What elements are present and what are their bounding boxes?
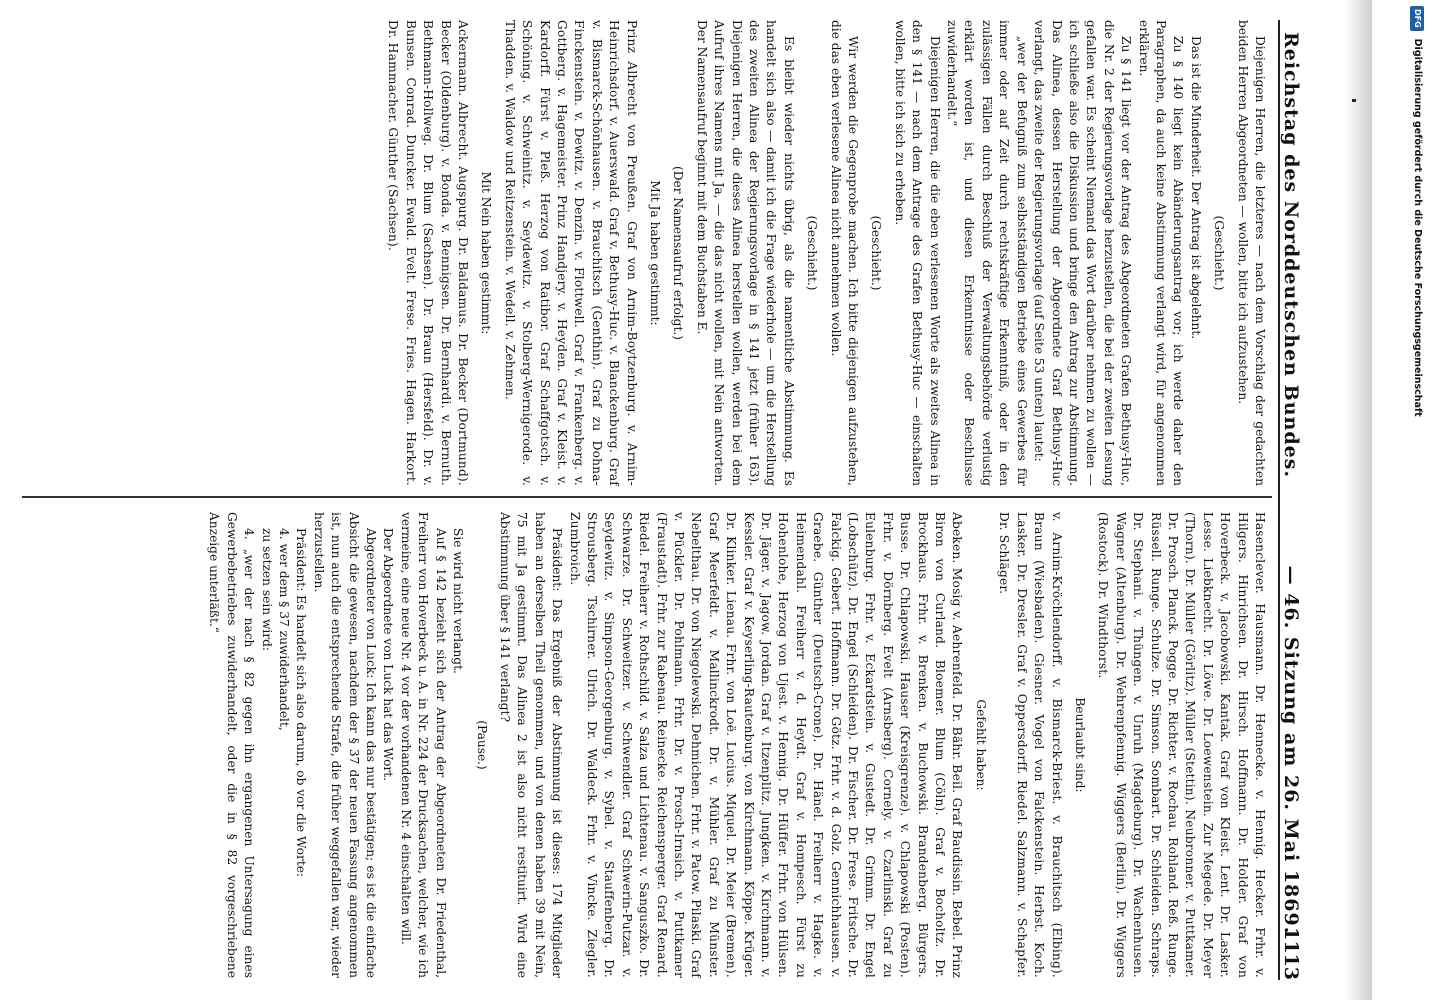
name-list-on-leave: v. Arnim-Kröchlendorff. v. Bismarck-Briest. v. Brauchitsch (Elbing). Braun (Wiesbaden). Giesner. Vogel von Falckenstein. Herbst. Koch. Lasker. Dr. Dresler. Graf v. Oppersdorff. Riedel. Salzmann. v. Schapfer. Dr. Schläger. (997, 512, 1064, 978)
ink-dot (1352, 99, 1356, 102)
paragraph: Der Abgeordnete von Luck hat das Wort. (381, 528, 396, 782)
dfg-credit-strip (1405, 0, 1429, 1000)
paragraph: Diejenigen Herren, die die eben verlesenen Worte als zweites Alinea in den § 141 — nach dem Antrage des Grafen Bethusy-Huc — einschalten wollen, bitte ich sich zu erheben. (892, 20, 942, 486)
procedural-note: (Geschieht.) (805, 215, 820, 291)
procedural-note: (Pause.) (474, 720, 489, 770)
paragraph: 4. wer dem § 37 zuwiderhandelt, (277, 528, 292, 731)
procedural-note: (Geschieht.) (869, 215, 884, 291)
name-list-absent: Abeken. Mosig v. Aehrenfeld. Dr. Bähr. Beil. Graf Baudissin. Bebel. Prinz Biron von Curland. Bloemer. Blum (Cöln). Graf v. Bocholtz. Dr. Brockhaus. Frhr. v. Brenken. v. Buchowski. Brandenberg. Bürgers. Busse. Dr. Chlapowski. Hauser (Kreisgrenze). v. Chlapowski (Posten). Frhr. v. Dörnberg. Evelt (Arnsberg). Cornely. v. Czarlinski. Graf zu Eulenburg. Frhr. v. Eckardstein. v. Gustedt. Dr. Grimm. Dr. Engel (Lobschütz). Dr. Engel (Schleiden). Dr. Fischer. Dr. Frese. Fritsche. Dr. Falckig. Gebert. Hoffmann. Dr. Götz. Frhr. v. d. Golz. Gennichhausen. v. Graebe. Günther (Deutsch-Crone). Dr. Hänel. Freiherr v. Hagke. v. Heimendahl. Freiherr v. d. Heydt. Graf v. Hompesch. Fürst zu Hohenlohe, Herzog von Ujest. v. Hennig. Dr. Hüffer. Frhr. von Hülsen. Dr. Jäger. v. Jagow. Jordan. Graf v. Itzenplitz. Jungken. v. Kirchmann. v. Kessler. Graf v. Keyserling-Rautenburg. von Kirchmann. Köppe. Krüger. Dr. Klinker. Lienau. Frhr. von Loë. Lucius. Miquel. Dr. Meier (Bremen). Graf Meerfeldt. v. Mallinckrodt. Dr. v. Mühler. Graf zu Münster. Nebelthau. Dr. von Niegolewski. Dehmichen. Frhr. v. Patow. Pilaski. Graf v. Pückler. Dr. Pohlmann. Frhr. Dr. v. Prosch-Irnsich. v. Puttkamer (Fraustadt). Frhr. zur Rabenau. Reinecke. Reichensperger. Graf Renard. Riedel. Freiherr v. Rothschild. v. Salza und Lichtenau. v. Sanguszko. Dr. Schwarze. Dr. Schweitzer. v. Schwendler. Graf Schwerin-Putzar. v. Seydewitz. v. Simpson-Georgenburg. v. Sybel. v. Stauffenberg. Dr. Strousberg. Tschirner. Ulrich. Dr. Waldeck. Frhr. v. Vincke. Ziegler. Zumbroich. (567, 512, 965, 978)
paragraph: 4. „wer der nach § 82 gegen ihn ergangenen Untersagung eines Gewerbebetriebes zuwiderhandelt, oder die in § 82 vorgeschriebene Anzeige unterläßt.“ (207, 512, 257, 978)
heading-absent: Gefehlt haben: (973, 699, 988, 791)
paragraph: Es bleibt wieder nichts übrig, als die namentliche Abstimmung. Es handelt sich also — damit ich die Frage wiederhole — um die Herstellung des zweiten Alinea der Regierungsvorlage in § 141 jetzt (früher 163). Diejenigen Herren, die dieses Alinea herstellen wollen, werden bei dem Aufruf ihres Namens mit Ja, — die das nicht wollen, mit Nein antworten. Der Namensaufruf beginnt mit dem Buchstaben E. (694, 20, 796, 486)
running-head-left: Reichstag des Norddeutschen Bundes. (1280, 31, 1302, 479)
paragraph: Das ist die Minderheit. Der Antrag ist abgelehnt. (1188, 36, 1203, 340)
running-head-right: — 46. Sitzung am 26. Mai 1869. (1280, 565, 1302, 935)
paragraph: Auf § 142 bezieht sich der Antrag der Abgeordneten Dr. Friedenthal, Freiherr von Hoverbeck u. A. in Nr. 224 der Drucksachen, welcher, wie ich vermeine, eine neue Nr. 4 vor der vorhandenen Nr. 4 einschalten will. (398, 512, 448, 978)
paragraph: zu setzen sein wird: (259, 528, 274, 652)
dfg-logo: DFG (1410, 6, 1424, 31)
vote-heading-no: Mit Nein haben gestimmt: (479, 171, 494, 335)
name-list-no: Ackermann. Albrecht. Augspurg. Dr. Baldamus. Dr. Becker (Dortmund). Becker (Oldenburg). v. Bonda. v. Bennigsen. Dr. Bernhardi. v. Bernuth. Bethmann-Hollweg. Dr. Blum (Sachsen). Dr. Braun (Hersfeld). Dr. v. Bunsen. Conrad. Duncker. Ewald. Evelt. Frese. Fries. Hagen. Harkort. Dr. Hammacher. Günther (Sachsen). (386, 20, 470, 486)
paragraph: Abgeordneter von Luck: Ich kann das nur bestätigen; es ist die einfache Absicht die gewesen, nachdem der § 37 der neuen Fassung angenommen ist, nun auch die entsprechende Strafe, die früher weggefallen war, wieder herzustellen. (311, 512, 379, 978)
column-divider (22, 496, 1272, 498)
scanned-page (12, 0, 1372, 1000)
vote-heading-yes: Mit Ja haben gestimmt: (648, 180, 662, 326)
left-column (384, 20, 1268, 486)
page-header (1278, 20, 1314, 980)
paragraph: Sie wird nicht verlangt. (451, 528, 466, 674)
paragraph: Präsident: Es handelt sich also darum, ob vor die Worte: (294, 528, 309, 878)
paragraph: Zu § 140 liegt kein Abänderungsantrag vor; ich werde daher den Paragraphen, da auch keine Abstimmung verlangt wird, für angenommen erklären. (1136, 20, 1186, 486)
right-column (205, 512, 1268, 978)
paragraph: Zu § 141 liegt vor der Antrag des Abgeordneten Grafen Bethusy-Huc, die Nr. 2 der Regierungsvorlage herzustellen, die bei der zweiten Lesung gefallen war. Es scheint Niemand das Wort darüber nehmen zu wollen — ich schließe also die Diskussion und bringe den Antrag zur Abstimmung. Das Alinea, dessen Herstellung der Abgeordnete Graf Bethusy-Huc verlangt, das zweite der Regierungsvorlage (auf Seite 53 unten) lautet: (1032, 20, 1134, 486)
paragraph: Wir werden die Gegenprobe machen. Ich bitte diejenigen aufzustehen, die das eben verlesene Alinea nicht annehmen wollen. (828, 20, 861, 486)
paragraph: Diejenigen Herren, die letzteres — nach dem Vorschlag der gedachten beiden Herren Abgeordneten — wollen, bitte ich aufzustehen. (1235, 20, 1267, 486)
procedural-note: (Geschieht.) (1212, 215, 1227, 291)
procedural-note: (Der Namensaufruf erfolgt.) (671, 165, 686, 341)
dfg-credit-inner (1405, 0, 1429, 1000)
quotation: „wer der Befugniß zum selbstständigen Betriebe eines Gewerbes für immer oder auf Zeit durch rechtskräftige Erkenntniß, oder in den zulässigen Fällen durch Beschluß der Verwaltungsbehörde verlustig erklärt worden ist, und diesen Erkenntnisse oder Beschlusse zuwiderhandelt.“ (945, 20, 1029, 486)
page-number: 1113 (1280, 927, 1302, 980)
paragraph: Präsident: Das Ergebniß der Abstimmung ist dieses: 174 Mitglieder haben an derselben Theil genommen, und von denen haben 39 mit Nein, 75 mit Ja gestimmt. Das Alinea 2 ist also nicht restituirt. Wird eine Abstimmung über § 141 verlangt? (497, 512, 565, 978)
dfg-credit-text: Digitalisierung gefördert durch die Deutsche Forschungsgemeinschaft (1412, 38, 1423, 417)
name-list-yes: Prinz Albrecht von Preußen. Graf von Arnim-Boytzenburg. v. Arnim-Heinrichsdorf. v. Auerswald. Graf v. Bethusy-Huc. v. Blanckenburg. Graf v. Bismarck-Schönhausen. v. Brauchitsch (Genthin). Graf zu Dohna-Finckenstein. v. Dewitz. v. Denzin. v. Flottwell. Graf v. Frankenberg. v. Gottberg. v. Hagemeister. Prinz Handjery. v. Heyden. Graf v. Kleist. v. Kardorff. Fürst v. Pleß. Herzog von Ratibor. Graf Schaffgotsch. v. Schöning. v. Schweinitz. v. Seydewitz. v. Stolberg-Wernigerode. v. Thadden. v. Waldow und Reitzenstein. v. Wedell. v. Zehmen. (502, 20, 639, 486)
name-list-no-continued: Hasenclever. Hausmann. Dr. Hennecke. v. Hennig. Hecker. Frhr. v. Hilgers. Hinrichsen. Dr. Hirsch. Hoffmann. Dr. Holder. Graf von Hoverbeck. v. Jacobowski. Kantak. Graf von Kleist. Lent. Dr. Lasker. Lesse. Liebknecht. Dr. Löwe. Dr. Loewenstein. Zur Megede. Dr. Meyer (Thorn). Dr. Müller (Görlitz). Müller (Stettin). Neubronner. v. Puttkamer. Dr. Prosch. Planck. Pogge. Dr. Richter. v. Rochau. Rohland. Reß. Runge. Rüssell. Runge. Schulze. Dr. Simson. Sombart. Dr. Schleiden. Schraps. Dr. Stephani. v. Thüngen. v. Unruh (Magdeburg). Dr. Wachenhusen. Wagner (Altenburg). Dr. Wehrenpfennig. Wiggers (Berlin). Dr. Wiggers (Rostock). Dr. Windthorst. (1096, 512, 1267, 978)
scan-edge (1344, 0, 1372, 1000)
heading-on-leave: Beurlaubt sind: (1072, 697, 1087, 793)
